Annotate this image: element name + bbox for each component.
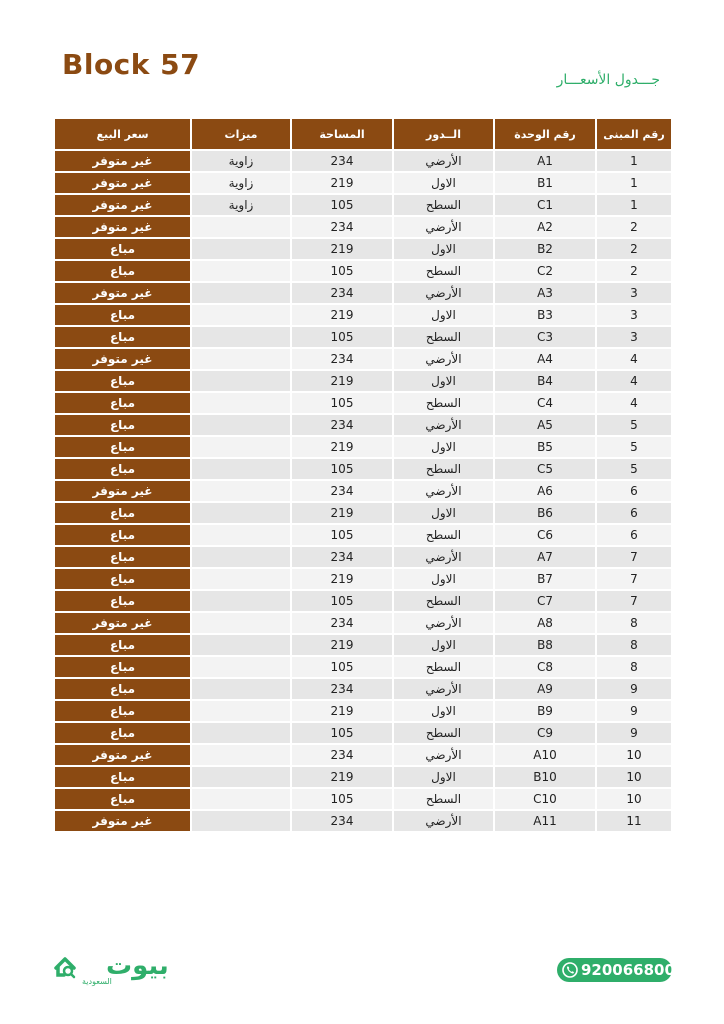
building-number-cell: 1 — [597, 151, 671, 171]
area-cell: 234 — [292, 349, 392, 369]
sale-price-cell: غير متوفر — [55, 613, 190, 633]
building-number-cell: 3 — [597, 305, 671, 325]
features-cell — [192, 767, 290, 787]
building-number-cell: 5 — [597, 459, 671, 479]
floor-cell: الأرضي — [394, 217, 493, 237]
sale-price-cell: مباع — [55, 459, 190, 479]
unit-number-cell: B7 — [495, 569, 595, 589]
area-cell: 105 — [292, 261, 392, 281]
floor-cell: السطح — [394, 657, 493, 677]
table-row — [55, 811, 671, 831]
price-table — [53, 117, 673, 833]
table-row — [55, 525, 671, 545]
area-cell: 219 — [292, 569, 392, 589]
building-number-cell: 2 — [597, 217, 671, 237]
table-row — [55, 547, 671, 567]
unit-number-cell: C2 — [495, 261, 595, 281]
sale-price-cell: غير متوفر — [55, 217, 190, 237]
area-cell: 105 — [292, 723, 392, 743]
unit-number-cell: C9 — [495, 723, 595, 743]
floor-cell: الأرضي — [394, 811, 493, 831]
features-cell — [192, 701, 290, 721]
floor-cell: الاول — [394, 701, 493, 721]
area-cell: 234 — [292, 547, 392, 567]
area-cell: 105 — [292, 591, 392, 611]
table-row — [55, 173, 671, 193]
sale-price-cell: مباع — [55, 723, 190, 743]
building-number-cell: 11 — [597, 811, 671, 831]
building-number-cell: 10 — [597, 767, 671, 787]
table-row — [55, 393, 671, 413]
unit-number-cell: C5 — [495, 459, 595, 479]
unit-number-cell: A4 — [495, 349, 595, 369]
building-number-cell: 8 — [597, 613, 671, 633]
area-cell: 234 — [292, 745, 392, 765]
features-cell — [192, 635, 290, 655]
features-cell — [192, 591, 290, 611]
features-cell — [192, 459, 290, 479]
sale-price-cell: مباع — [55, 327, 190, 347]
sale-price-cell: مباع — [55, 393, 190, 413]
floor-cell: السطح — [394, 261, 493, 281]
unit-number-cell: C1 — [495, 195, 595, 215]
floor-cell: الأرضي — [394, 283, 493, 303]
floor-cell: الأرضي — [394, 151, 493, 171]
area-cell: 219 — [292, 635, 392, 655]
table-row — [55, 217, 671, 237]
features-cell: زاوية — [192, 173, 290, 193]
table-row — [55, 613, 671, 633]
floor-cell: الاول — [394, 503, 493, 523]
table-row — [55, 239, 671, 259]
floor-cell: الأرضي — [394, 349, 493, 369]
unit-number-cell: A6 — [495, 481, 595, 501]
page-title: Block 57 — [62, 48, 201, 81]
table-row — [55, 503, 671, 523]
unit-number-cell: C7 — [495, 591, 595, 611]
unit-number-cell: A7 — [495, 547, 595, 567]
floor-cell: الأرضي — [394, 613, 493, 633]
features-cell: زاوية — [192, 195, 290, 215]
features-cell — [192, 547, 290, 567]
unit-number-cell: A1 — [495, 151, 595, 171]
features-cell — [192, 613, 290, 633]
floor-cell: السطح — [394, 591, 493, 611]
sale-price-cell: مباع — [55, 789, 190, 809]
unit-number-cell: A8 — [495, 613, 595, 633]
brand-subname: السعودية — [82, 977, 112, 986]
sale-price-cell: مباع — [55, 547, 190, 567]
features-cell — [192, 239, 290, 259]
table-row — [55, 437, 671, 457]
building-number-cell: 8 — [597, 635, 671, 655]
floor-cell: الاول — [394, 305, 493, 325]
floor-cell: الأرضي — [394, 679, 493, 699]
area-cell: 219 — [292, 437, 392, 457]
col-building-number: رقم المبنى — [597, 119, 671, 149]
area-cell: 219 — [292, 239, 392, 259]
features-cell — [192, 811, 290, 831]
table-row — [55, 459, 671, 479]
unit-number-cell: B10 — [495, 767, 595, 787]
table-row — [55, 701, 671, 721]
area-cell: 219 — [292, 305, 392, 325]
col-floor: الــدور — [394, 119, 493, 149]
sale-price-cell: غير متوفر — [55, 195, 190, 215]
col-area: المساحة — [292, 119, 392, 149]
features-cell — [192, 525, 290, 545]
area-cell: 234 — [292, 415, 392, 435]
header-row — [55, 119, 671, 149]
features-cell — [192, 305, 290, 325]
area-cell: 105 — [292, 789, 392, 809]
features-cell — [192, 349, 290, 369]
building-number-cell: 7 — [597, 547, 671, 567]
features-cell — [192, 217, 290, 237]
sale-price-cell: مباع — [55, 525, 190, 545]
table-row — [55, 789, 671, 809]
table-row — [55, 305, 671, 325]
building-number-cell: 4 — [597, 349, 671, 369]
sale-price-cell: مباع — [55, 305, 190, 325]
floor-cell: الاول — [394, 371, 493, 391]
building-number-cell: 7 — [597, 569, 671, 589]
phone-number[interactable]: 920066800 — [581, 961, 675, 979]
building-number-cell: 1 — [597, 195, 671, 215]
unit-number-cell: C8 — [495, 657, 595, 677]
building-number-cell: 6 — [597, 503, 671, 523]
area-cell: 105 — [292, 459, 392, 479]
sale-price-cell: غير متوفر — [55, 173, 190, 193]
sale-price-cell: غير متوفر — [55, 283, 190, 303]
building-number-cell: 2 — [597, 261, 671, 281]
price-table-header — [55, 119, 671, 149]
table-row — [55, 767, 671, 787]
table-row — [55, 635, 671, 655]
area-cell: 234 — [292, 151, 392, 171]
sale-price-cell: غير متوفر — [55, 481, 190, 501]
building-number-cell: 3 — [597, 283, 671, 303]
building-number-cell: 10 — [597, 789, 671, 809]
floor-cell: الاول — [394, 635, 493, 655]
table-row — [55, 151, 671, 171]
building-number-cell: 2 — [597, 239, 671, 259]
table-row — [55, 371, 671, 391]
sale-price-cell: مباع — [55, 591, 190, 611]
unit-number-cell: B8 — [495, 635, 595, 655]
price-table-subtitle: جـــدول الأسعـــار — [556, 72, 660, 88]
area-cell: 105 — [292, 525, 392, 545]
floor-cell: السطح — [394, 393, 493, 413]
area-cell: 105 — [292, 195, 392, 215]
floor-cell: السطح — [394, 459, 493, 479]
features-cell — [192, 789, 290, 809]
features-cell — [192, 415, 290, 435]
features-cell — [192, 283, 290, 303]
floor-cell: الاول — [394, 767, 493, 787]
features-cell — [192, 393, 290, 413]
building-number-cell: 6 — [597, 481, 671, 501]
floor-cell: الاول — [394, 173, 493, 193]
table-row — [55, 591, 671, 611]
area-cell: 234 — [292, 613, 392, 633]
floor-cell: السطح — [394, 789, 493, 809]
unit-number-cell: A9 — [495, 679, 595, 699]
building-number-cell: 4 — [597, 371, 671, 391]
table-row — [55, 657, 671, 677]
features-cell: زاوية — [192, 151, 290, 171]
floor-cell: السطح — [394, 525, 493, 545]
col-sale-price: سعر البيع — [55, 119, 190, 149]
features-cell — [192, 569, 290, 589]
unit-number-cell: A3 — [495, 283, 595, 303]
floor-cell: السطح — [394, 723, 493, 743]
area-cell: 234 — [292, 679, 392, 699]
area-cell: 105 — [292, 657, 392, 677]
floor-cell: الأرضي — [394, 547, 493, 567]
unit-number-cell: A5 — [495, 415, 595, 435]
floor-cell: الاول — [394, 437, 493, 457]
building-number-cell: 4 — [597, 393, 671, 413]
brand-name: بيوت — [106, 951, 169, 981]
floor-cell: الاول — [394, 569, 493, 589]
table-row — [55, 415, 671, 435]
features-cell — [192, 679, 290, 699]
table-row — [55, 745, 671, 765]
area-cell: 105 — [292, 393, 392, 413]
building-number-cell: 5 — [597, 437, 671, 457]
building-number-cell: 5 — [597, 415, 671, 435]
sale-price-cell: مباع — [55, 503, 190, 523]
floor-cell: السطح — [394, 327, 493, 347]
unit-number-cell: A10 — [495, 745, 595, 765]
floor-cell: الأرضي — [394, 745, 493, 765]
col-features: ميزات — [192, 119, 290, 149]
brand-logo — [52, 950, 182, 990]
floor-cell: الاول — [394, 239, 493, 259]
phone-badge[interactable] — [557, 958, 675, 982]
price-table-body — [55, 151, 671, 831]
area-cell: 219 — [292, 701, 392, 721]
sale-price-cell: غير متوفر — [55, 151, 190, 171]
sale-price-cell: مباع — [55, 569, 190, 589]
house-search-icon — [52, 954, 78, 984]
unit-number-cell: C10 — [495, 789, 595, 809]
unit-number-cell: B9 — [495, 701, 595, 721]
unit-number-cell: C4 — [495, 393, 595, 413]
whatsapp-phone-icon — [561, 961, 579, 983]
table-row — [55, 569, 671, 589]
features-cell — [192, 261, 290, 281]
table-row — [55, 327, 671, 347]
sale-price-cell: مباع — [55, 679, 190, 699]
sale-price-cell: مباع — [55, 437, 190, 457]
building-number-cell: 7 — [597, 591, 671, 611]
sale-price-cell: مباع — [55, 371, 190, 391]
sale-price-cell: غير متوفر — [55, 349, 190, 369]
sale-price-cell: غير متوفر — [55, 811, 190, 831]
features-cell — [192, 437, 290, 457]
building-number-cell: 3 — [597, 327, 671, 347]
sale-price-cell: غير متوفر — [55, 745, 190, 765]
building-number-cell: 9 — [597, 701, 671, 721]
unit-number-cell: B3 — [495, 305, 595, 325]
sale-price-cell: مباع — [55, 657, 190, 677]
unit-number-cell: B6 — [495, 503, 595, 523]
table-row — [55, 679, 671, 699]
unit-number-cell: A11 — [495, 811, 595, 831]
area-cell: 219 — [292, 503, 392, 523]
building-number-cell: 1 — [597, 173, 671, 193]
area-cell: 234 — [292, 811, 392, 831]
sale-price-cell: مباع — [55, 767, 190, 787]
unit-number-cell: C6 — [495, 525, 595, 545]
building-number-cell: 9 — [597, 723, 671, 743]
table-row — [55, 283, 671, 303]
unit-number-cell: B1 — [495, 173, 595, 193]
table-row — [55, 261, 671, 281]
area-cell: 234 — [292, 481, 392, 501]
area-cell: 234 — [292, 283, 392, 303]
floor-cell: الأرضي — [394, 481, 493, 501]
features-cell — [192, 745, 290, 765]
features-cell — [192, 723, 290, 743]
table-row — [55, 481, 671, 501]
building-number-cell: 9 — [597, 679, 671, 699]
building-number-cell: 10 — [597, 745, 671, 765]
features-cell — [192, 481, 290, 501]
features-cell — [192, 371, 290, 391]
area-cell: 219 — [292, 767, 392, 787]
building-number-cell: 6 — [597, 525, 671, 545]
unit-number-cell: B5 — [495, 437, 595, 457]
table-row — [55, 723, 671, 743]
area-cell: 234 — [292, 217, 392, 237]
building-number-cell: 8 — [597, 657, 671, 677]
unit-number-cell: B4 — [495, 371, 595, 391]
sale-price-cell: مباع — [55, 635, 190, 655]
unit-number-cell: C3 — [495, 327, 595, 347]
features-cell — [192, 327, 290, 347]
area-cell: 219 — [292, 173, 392, 193]
sale-price-cell: مباع — [55, 701, 190, 721]
unit-number-cell: A2 — [495, 217, 595, 237]
area-cell: 105 — [292, 327, 392, 347]
table-row — [55, 349, 671, 369]
col-unit-number: رقم الوحدة — [495, 119, 595, 149]
features-cell — [192, 657, 290, 677]
features-cell — [192, 503, 290, 523]
sale-price-cell: مباع — [55, 239, 190, 259]
unit-number-cell: B2 — [495, 239, 595, 259]
floor-cell: السطح — [394, 195, 493, 215]
table-row — [55, 195, 671, 215]
sale-price-cell: مباع — [55, 261, 190, 281]
floor-cell: الأرضي — [394, 415, 493, 435]
area-cell: 219 — [292, 371, 392, 391]
sale-price-cell: مباع — [55, 415, 190, 435]
